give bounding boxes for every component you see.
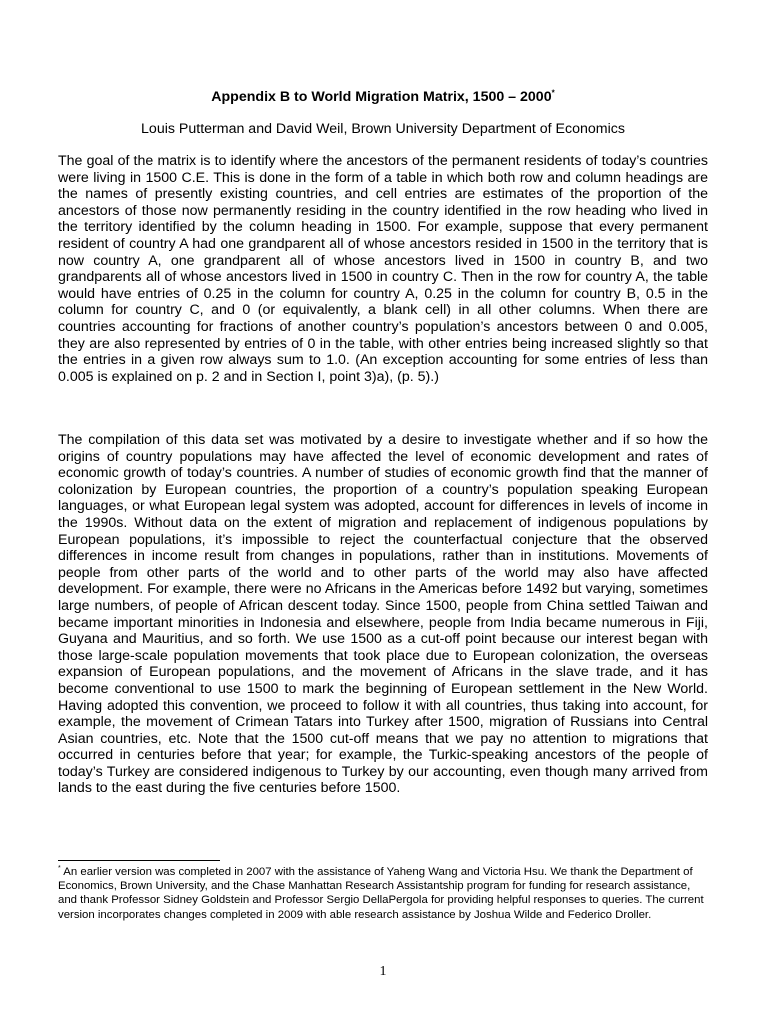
footnote-divider [58,860,220,861]
paragraph-1: The goal of the matrix is to identify where the ancestors of the permanent residents of today’s countries were living in 1500 C.E. This is done in the form of a table in which both row and column headings are the names of presently existing countries, and cell entries are estimates of the proportion of the ancestors of those now permanently residing in the country identified in the row heading who lived in the territory identified by the column heading in 1500. For example, suppose that every permanent resident of country A had one grandparent all of whose ancestors resided in 1500 in the territory that is now country A, one grandparent all of whose ancestors lived in 1500 in country B, and two grandparents all of whose ancestors lived in 1500 in country C. Then in the row for country A, the table would have entries of 0.25 in the column for country A, 0.25 in the column for country B, 0.5 in the column for country C, and 0 (or equivalently, a blank cell) in all other columns. When there are countries accounting for fractions of another country’s population’s ancestors between 0 and 0.005, they are also represented by entries of 0 in the table, with other entries being increased slightly so that the entries in a given row always sum to 1.0. (An exception accounting for some entries of less than 0.005 is explained on p. 2 and in Section I, point 3)a), (p. 5).) [58,153,708,385]
document-title [58,88,708,106]
title-footnote-marker: * [551,88,555,98]
author-line: Louis Putterman and David Weil, Brown University Department of Economics [141,121,625,137]
title-text: Appendix B to World Migration Matrix, 1500 – 2000 [211,89,552,105]
footnote-marker: * [58,865,61,873]
page-number: 1 [379,964,387,979]
document-page [58,0,708,1024]
paragraph-2: The compilation of this data set was motivated by a desire to investigate whether and if so how the origins of country populations may have affected the level of economic development and rates of economic growth of today’s countries. A number of studies of economic growth find that the manner of colonization by European countries, the proportion of a country’s population speaking European languages, or what European legal system was adopted, account for differences in levels of income in the 1990s. Without data on the extent of migration and replacement of indigenous populations by European populations, it’s impossible to reject the counterfactual conjecture that the observed differences in income result from changes in populations, rather than in institutions. Movements of people from other parts of the world and to other parts of the world may also have affected development. For example, there were no Africans in the Americas before 1492 but varying, sometimes large numbers, of people of African descent today. Since 1500, people from China settled Taiwan and became important minorities in Indonesia and elsewhere, people from India became numerous in Fiji, Guyana and Mauritius, and so forth. We use 1500 as a cut-off point because our interest began with those large-scale population movements that took place due to European colonization, the overseas expansion of European populations, and the movement of Africans in the slave trade, and it has become conventional to use 1500 to mark the beginning of European settlement in the New World. Having adopted this convention, we proceed to follow it with all countries, thus taking into account, for example, the movement of Crimean Tatars into Turkey after 1500, migration of Russians into Central Asian countries, etc. Note that the 1500 cut-off means that we pay no attention to migrations that occurred in centuries before that year; for example, the Turkic-speaking ancestors of the people of today’s Turkey are considered indigenous to Turkey by our accounting, even though many arrived from lands to the east during the five centuries before 1500. [58,432,708,797]
footnote-text: An earlier version was completed in 2007 with the assistance of Yaheng Wang and Victoria Hsu. We thank the Department of Economics, Brown University, and the Chase Manhattan Research Assistantship program for funding for research assistance, and thank Professor Sidney Goldstein and Professor Sergio DellaPergola for providing helpful responses to queries. The current version incorporates changes completed in 2009 with able research assistance by Joshua Wilde and Federico Droller. [58,866,704,921]
footnote [58,865,708,922]
